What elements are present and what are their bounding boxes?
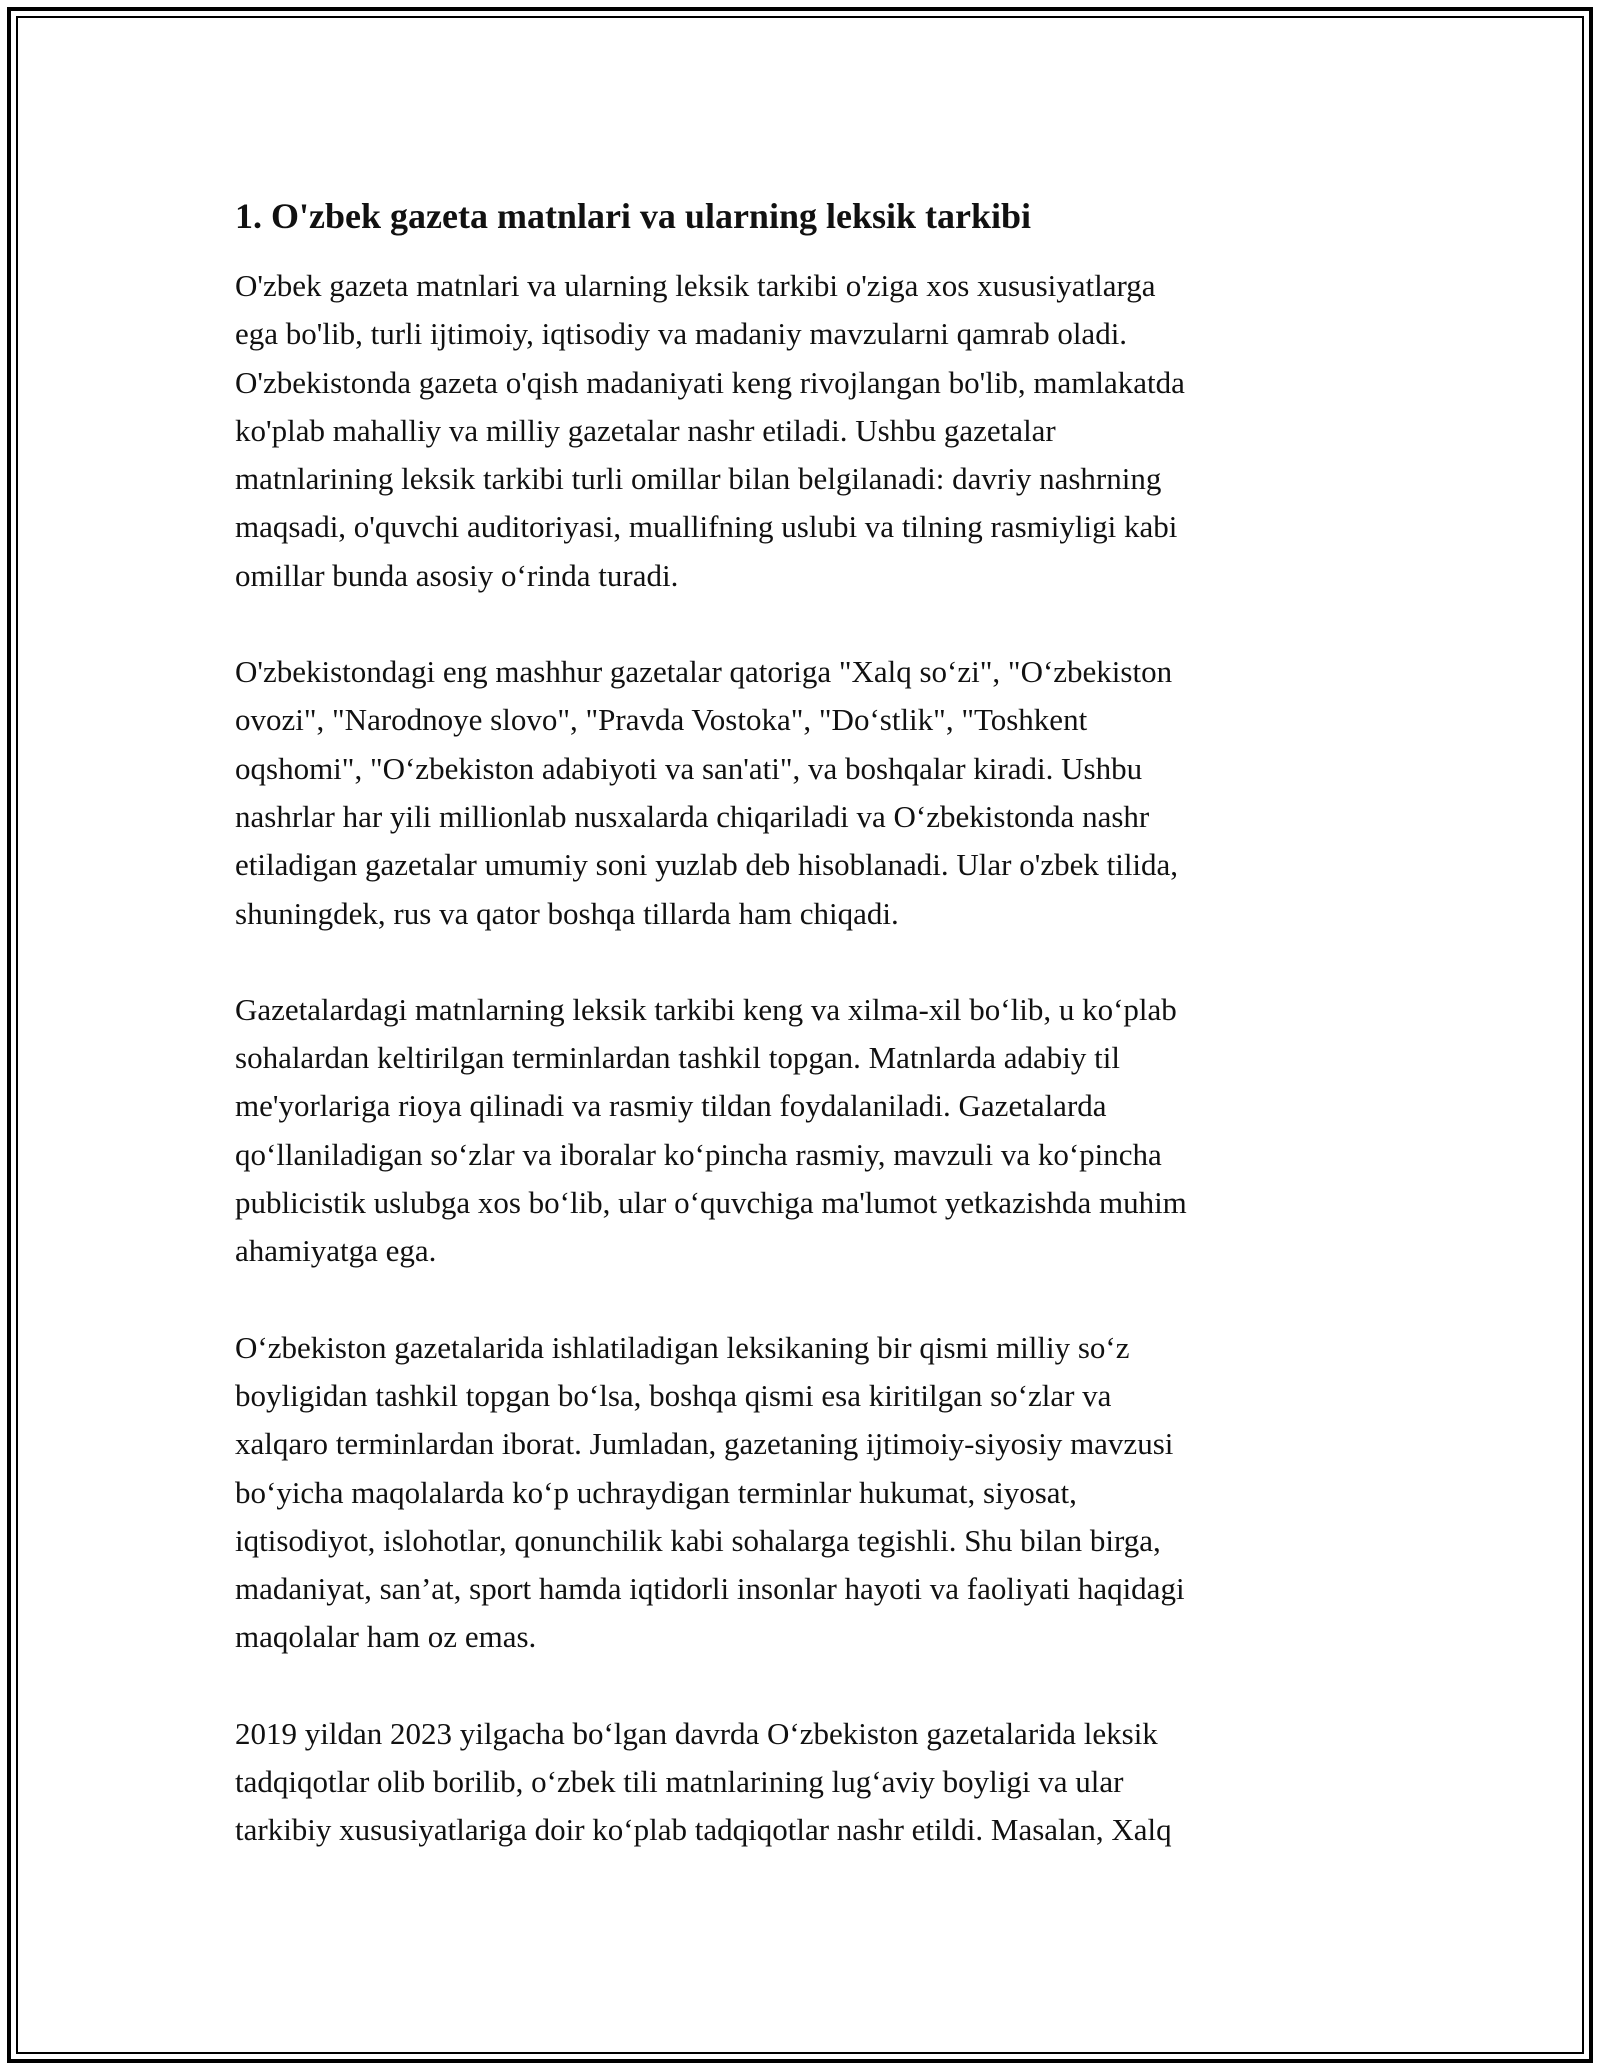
text-line: iqtisodiyot, islohotlar, qonunchilik kabi sohalarga tegishli. Shu bilan birga, xyxy=(235,1522,1161,1558)
text-line: ahamiyatga ega. xyxy=(235,1233,437,1269)
paragraph-1 xyxy=(235,262,1370,600)
text-line: etiladigan gazetalar umumiy soni yuzlab deb hisoblanadi. Ular o'zbek tilida, xyxy=(235,847,1179,883)
text-line: tarkibiy xususiyatlariga doir ko‘plab tadqiqotlar nashr etildi. Masalan, Xalq xyxy=(235,1812,1172,1848)
text-line: ovozi", "Narodnoye slovo", "Pravda Vostoka", "Do‘stlik", "Toshkent xyxy=(235,702,1088,738)
text-line: oqshomi", "O‘zbekiston adabiyoti va san'ati", va boshqalar kiradi. Ushbu xyxy=(235,750,1143,786)
text-line: sohalardan keltirilgan terminlardan tashkil topgan. Matnlarda adabiy til xyxy=(235,1040,1120,1076)
text-line: me'yorlariga rioya qilinadi va rasmiy tildan foydalaniladi. Gazetalarda xyxy=(235,1088,1107,1124)
text-line: xalqaro terminlardan iborat. Jumladan, gazetaning ijtimoiy-siyosiy mavzusi xyxy=(235,1426,1174,1462)
text-line: ko'plab mahalliy va milliy gazetalar nashr etiladi. Ushbu gazetalar xyxy=(235,412,1056,448)
text-line: matnlarining leksik tarkibi turli omillar bilan belgilanadi: davriy nashrning xyxy=(235,461,1162,497)
text-line: maqolalar ham oz emas. xyxy=(235,1619,537,1655)
paragraph-5 xyxy=(235,1710,1370,1855)
text-line: publicistik uslubga xos bo‘lib, ular o‘quvchiga ma'lumot yetkazishda muhim xyxy=(235,1185,1187,1221)
paragraph-4 xyxy=(235,1324,1370,1662)
paragraph-3 xyxy=(235,986,1370,1276)
text-line: bo‘yicha maqolalarda ko‘p uchraydigan terminlar hukumat, siyosat, xyxy=(235,1474,1077,1510)
text-line: omillar bunda asosiy o‘rinda turadi. xyxy=(235,557,679,593)
text-line: maqsadi, o'quvchi auditoriyasi, muallifning uslubi va tilning rasmiyligi kabi xyxy=(235,509,1178,545)
text-line: O‘zbekiston gazetalarida ishlatiladigan leksikaning bir qismi milliy so‘z xyxy=(235,1329,1130,1365)
paragraph-2 xyxy=(235,648,1370,938)
text-line: madaniyat, san’at, sport hamda iqtidorli insonlar hayoti va faoliyati haqidagi xyxy=(235,1571,1185,1607)
text-line: O'zbekistondagi eng mashhur gazetalar qatoriga "Xalq so‘zi", "O‘zbekiston xyxy=(235,654,1173,690)
text-line: tadqiqotlar olib borilib, o‘zbek tili matnlarining lug‘aviy boyligi va ular xyxy=(235,1764,1124,1800)
text-line: O'zbek gazeta matnlari va ularning leksik tarkibi o'ziga xos xususiyatlarga xyxy=(235,268,1156,303)
section-heading: 1. O'zbek gazeta matnlari va ularning leksik tarkibi xyxy=(235,196,1032,236)
text-line: ega bo'lib, turli ijtimoiy, iqtisodiy va madaniy mavzularni qamrab oladi. xyxy=(235,316,1128,352)
text-line: qo‘llaniladigan so‘zlar va iboralar ko‘pincha rasmiy, mavzuli va ko‘pincha xyxy=(235,1136,1162,1172)
text-line: O'zbekistonda gazeta o'qish madaniyati keng rivojlangan bo'lib, mamlakatda xyxy=(235,364,1185,400)
text-line: 2019 yildan 2023 yilgacha bo‘lgan davrda O‘zbekiston gazetalarida leksik xyxy=(235,1715,1158,1751)
text-line: shuningdek, rus va qator boshqa tillarda ham chiqadi. xyxy=(235,895,899,931)
text-line: Gazetalardagi matnlarning leksik tarkibi keng va xilma-xil bo‘lib, u ko‘plab xyxy=(235,991,1177,1027)
text-line: boyligidan tashkil topgan bo‘lsa, boshqa qismi esa kiritilgan so‘zlar va xyxy=(235,1377,1112,1413)
text-line: nashrlar har yili millionlab nusxalarda chiqariladi va O‘zbekistonda nashr xyxy=(235,798,1150,834)
document-body xyxy=(235,192,1370,1903)
